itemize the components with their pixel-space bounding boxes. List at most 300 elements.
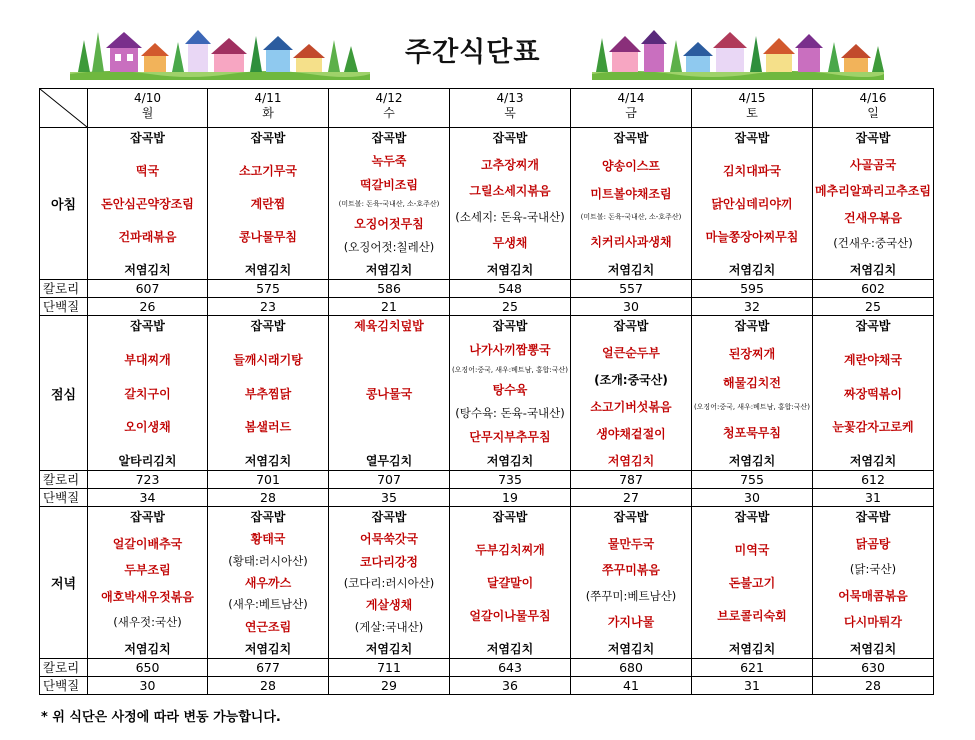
calorie-value: 723 [88,471,208,489]
menu-line [330,199,448,209]
menu-item: 콩나물무침 [239,230,297,244]
menu-item: 저염김치 [849,641,897,656]
menu-item: 떡국 [135,164,160,178]
menu-item: 새우까스 [244,575,292,590]
menu-line [693,508,811,525]
menu-item: 저염김치 [486,642,534,656]
menu-line [330,553,448,570]
menu-line [451,182,569,199]
menu-items [693,508,811,657]
menu-line [89,351,206,368]
day-date: 4/15 [738,91,766,105]
menu-item: (탕수육: 돈육-국내산) [455,406,565,421]
menu-line [814,640,932,657]
menu-item: 메추리알꽈리고추조림 [815,184,931,199]
protein-value: 23 [208,298,329,316]
menu-items [572,129,690,278]
menu-line [814,209,932,226]
menu-line [209,385,327,402]
menu-item: 고추장찌개 [481,157,539,172]
menu-item: 잡곡밥 [130,510,165,524]
menu-cell [571,316,692,471]
menu-line [451,428,569,445]
menu-items [209,508,327,657]
protein-value: 25 [450,298,571,316]
calorie-value: 711 [329,659,450,677]
menu-cell [450,507,571,659]
menu-line [451,341,569,358]
menu-line [330,152,448,169]
day-name: 금 [625,106,637,120]
menu-item: 무생채 [492,236,528,251]
menu-item: 저염김치 [365,262,413,277]
protein-value: 31 [692,677,813,695]
menu-line [330,530,448,547]
menu-cell [813,316,934,471]
calorie-value: 755 [692,471,813,489]
menu-line [572,212,690,222]
calorie-value: 621 [692,659,813,677]
menu-line [330,452,448,469]
menu-line [330,317,448,334]
menu-items [330,508,448,657]
calorie-row [40,280,934,298]
menu-item: 황태국 [250,532,286,547]
menu-item: 저염김치 [244,263,292,277]
day-name: 토 [746,106,758,120]
menu-item: 돈안심곤약장조림 [101,197,194,211]
meal-label: 점심 [40,316,88,471]
menu-item: 두부조림 [124,563,171,578]
menu-item: 달걀말이 [486,576,534,590]
menu-item: 잡곡밥 [734,510,770,524]
menu-line [572,613,690,630]
menu-item: 어묵매콤볶음 [838,588,908,603]
menu-item: 오징어젓무침 [354,217,424,232]
protein-value: 28 [813,677,934,695]
menu-line [209,574,327,591]
menu-item: 잡곡밥 [492,319,528,333]
menu-item: (오징어젓:칠레산) [343,239,435,254]
calorie-value: 680 [571,659,692,677]
menu-line [572,185,690,202]
menu-item: 저염김치 [728,642,776,656]
day-header [571,89,692,128]
menu-line [89,614,206,630]
menu-items [814,317,932,469]
menu-line [572,588,690,604]
day-date: 4/13 [496,91,524,105]
menu-item: 애호박새우젓볶음 [101,589,194,604]
menu-items [209,129,327,278]
menu-item: 저염김치 [365,641,413,656]
menu-cell [208,316,329,471]
meal-row [40,507,934,659]
menu-item: 저염김치 [849,262,897,277]
menu-line [572,561,690,578]
menu-line [451,574,569,591]
menu-line [693,195,811,212]
menu-item: 계란찜 [250,197,286,211]
menu-line [209,452,327,469]
day-name: 일 [867,106,879,120]
menu-item: 저염김치 [849,454,897,468]
menu-item: 브로콜리숙회 [717,609,787,623]
menu-line [451,452,569,469]
protein-label: 단백질 [40,677,88,695]
menu-line [89,508,206,525]
menu-item: 그릴소세지볶음 [469,184,551,199]
menu-item: 떡갈비조림 [360,177,418,192]
menu-line [451,234,569,251]
menu-cell [692,507,813,659]
menu-line [572,261,690,278]
calorie-value: 630 [813,659,934,677]
menu-line [693,228,811,245]
menu-line [451,405,569,421]
village-illustration-left [70,28,370,80]
menu-items [814,508,932,657]
menu-cell [571,507,692,659]
menu-line [572,535,690,552]
menu-items [330,129,448,278]
menu-item: 얼갈이나물무침 [469,609,551,623]
menu-line [330,640,448,657]
menu-item: 제육김치덮밥 [354,319,424,333]
calorie-value: 586 [329,280,450,298]
calorie-value: 612 [813,471,934,489]
protein-value: 36 [450,677,571,695]
menu-line [89,261,206,278]
menu-cell [450,316,571,471]
calorie-value: 602 [813,280,934,298]
menu-item: 쭈꾸미볶음 [602,563,660,578]
menu-item: (새우:베트남산) [228,597,308,612]
menu-line [89,418,206,435]
protein-value: 26 [88,298,208,316]
menu-item: 두부김치찌개 [475,543,545,557]
menu-line [89,129,206,146]
menu-line [330,239,448,255]
menu-item: (새우젓:국산) [113,615,182,630]
menu-item: 잡곡밥 [855,131,891,145]
calorie-value: 643 [450,659,571,677]
menu-item: 잡곡밥 [613,510,649,524]
menu-item: (오징어:중국, 새우:베트남, 홍합:국산) [451,365,569,374]
protein-value: 29 [329,677,450,695]
menu-item: 잡곡밥 [130,131,165,145]
protein-label: 단백질 [40,489,88,507]
protein-row [40,677,934,695]
menu-item: 저염김치 [607,641,655,656]
weekly-menu-table [39,88,934,695]
menu-item: 열무김치 [365,454,413,468]
header-row [40,89,934,128]
menu-item: 건파래볶음 [118,230,177,244]
calorie-value: 787 [571,471,692,489]
menu-item: 저염김치 [607,262,655,277]
menu-cell [208,128,329,280]
menu-item: 양송이스프 [602,158,660,173]
protein-value: 27 [571,489,692,507]
menu-line [209,640,327,657]
menu-item: 오이생채 [124,420,171,435]
menu-item: 저염김치 [486,262,534,277]
menu-line [209,508,327,525]
menu-line [814,418,932,435]
day-date: 4/16 [859,91,887,105]
menu-cell [692,128,813,280]
menu-line [572,157,690,174]
menu-line [572,344,690,361]
menu-item: 소고기버섯볶음 [590,400,672,414]
menu-item: 잡곡밥 [250,510,286,524]
menu-line [89,588,206,605]
menu-item: 봄샐러드 [244,420,292,435]
menu-item: 계란야채국 [844,352,902,367]
menu-item: 마늘쫑장아찌무침 [705,230,799,244]
calorie-value: 650 [88,659,208,677]
protein-value: 21 [329,298,450,316]
menu-item: 미역국 [734,543,770,557]
calorie-label: 칼로리 [40,280,88,298]
menu-line [693,574,811,591]
menu-cell [88,316,208,471]
menu-line [330,596,448,613]
menu-line [451,381,569,398]
menu-cell [88,507,208,659]
menu-line [572,317,690,334]
menu-item: 물만두국 [607,536,655,551]
menu-line [209,351,327,368]
protein-label: 단백질 [40,298,88,316]
menu-item: 잡곡밥 [130,319,165,333]
menu-item: 미트볼야채조림 [590,186,672,201]
menu-item: 갈치구이 [124,386,171,401]
calorie-value: 735 [450,471,571,489]
menu-cell [329,128,450,280]
menu-line [209,530,327,547]
menu-items [572,317,690,469]
menu-line [693,541,811,558]
menu-item: 게살생채 [365,598,413,613]
menu-line [451,129,569,146]
menu-item: 코다리강정 [360,554,418,569]
menu-line [209,129,327,146]
day-date: 4/10 [134,91,161,105]
menu-line [693,345,811,362]
menu-cell [208,507,329,659]
menu-item: 생야채겉절이 [596,427,666,441]
menu-item: 된장찌개 [728,347,776,362]
menu-item: (소세지: 돈육-국내산) [455,209,565,224]
menu-items [451,317,569,469]
menu-line [814,535,932,552]
protein-value: 25 [813,298,934,316]
menu-line [209,228,327,245]
menu-line [330,619,448,635]
menu-item: 잡곡밥 [734,319,770,333]
protein-value: 31 [813,489,934,507]
menu-cell [88,128,208,280]
menu-item: (게살:국내산) [354,619,424,634]
footnote: * 위 식단은 사정에 따라 변동 가능합니다. [41,710,281,725]
menu-item: (코다리:러시아산) [343,575,435,590]
day-header [208,89,329,128]
menu-line [693,424,811,441]
menu-item: 잡곡밥 [492,131,528,145]
meal-label: 아침 [40,128,88,280]
menu-item: 잡곡밥 [250,319,286,333]
menu-item: 저염김치 [244,641,292,656]
menu-line [693,162,811,179]
menu-line [451,640,569,657]
menu-cell [571,128,692,280]
menu-line [451,508,569,525]
menu-item: 소고기무국 [239,164,297,178]
meal-label: 저녁 [40,507,88,659]
calorie-value: 707 [329,471,450,489]
protein-value: 30 [571,298,692,316]
menu-line [330,215,448,232]
menu-line [814,156,932,173]
meal-row [40,316,934,471]
menu-line [89,561,206,578]
menu-item: 알타리김치 [118,454,177,468]
menu-line [209,553,327,569]
calorie-value: 548 [450,280,571,298]
diagonal-line [40,89,87,127]
menu-line [451,365,569,375]
menu-line [89,535,206,552]
calorie-value: 677 [208,659,329,677]
menu-item: 저염김치 [486,453,534,468]
day-name: 화 [262,106,274,120]
menu-line [209,596,327,612]
day-header [450,89,571,128]
menu-items [693,317,811,469]
menu-item: 잡곡밥 [734,131,770,145]
menu-item: 녹두죽 [371,154,407,169]
menu-items [693,129,811,278]
protein-value: 30 [88,677,208,695]
menu-line [814,261,932,278]
menu-item: 닭곰탕 [855,536,891,551]
day-header [692,89,813,128]
menu-item: 단무지부추무침 [469,430,551,445]
menu-item: 다시마튀각 [844,615,902,630]
protein-value: 30 [692,489,813,507]
day-header [88,89,208,128]
menu-line [209,317,327,334]
menu-line [693,261,811,278]
menu-line [89,452,206,469]
menu-item: 부추찜닭 [244,386,292,401]
menu-line [89,317,206,334]
menu-line [814,129,932,146]
calorie-value: 575 [208,280,329,298]
menu-item: (오징어:중국, 새우:베트남, 홍합:국산) [693,403,811,412]
menu-line [209,418,327,435]
menu-item: (쭈꾸미:베트남산) [585,588,677,603]
menu-line [209,618,327,635]
menu-item: 김치대파국 [723,164,781,178]
day-date: 4/14 [617,91,645,105]
day-name: 월 [141,106,154,120]
menu-item: 해물김치전 [723,375,781,390]
calorie-value: 701 [208,471,329,489]
menu-line [330,508,448,525]
calorie-value: 607 [88,280,208,298]
menu-line [451,209,569,225]
menu-line [330,129,448,146]
page-title: 주간식단표 [405,37,541,68]
day-header [329,89,450,128]
menu-item: (미트볼: 돈육-국내산, 소-호주산) [338,199,440,208]
menu-line [814,351,932,368]
menu-items [451,129,569,278]
menu-line [814,317,932,334]
menu-line [814,508,932,525]
menu-line [693,607,811,624]
menu-item: (닭:국산) [849,562,897,577]
day-date: 4/11 [254,91,282,105]
menu-line [89,640,206,657]
menu-line [330,176,448,193]
menu-items [89,129,206,278]
menu-items [814,129,932,278]
menu-item: (황태:러시아산) [228,553,308,568]
protein-value: 19 [450,489,571,507]
menu-line [693,452,811,469]
header [0,0,975,88]
village-illustration-right [592,28,884,80]
menu-line [330,261,448,278]
menu-item: 저염김치 [728,453,776,468]
protein-value: 34 [88,489,208,507]
menu-item: 잡곡밥 [371,510,407,524]
calorie-label: 칼로리 [40,471,88,489]
menu-line [209,261,327,278]
menu-item: 치커리사과생채 [590,235,672,250]
menu-cell [329,507,450,659]
menu-line [451,317,569,334]
calorie-value: 595 [692,280,813,298]
menu-items [330,317,448,469]
menu-line [693,402,811,412]
menu-item: 저염김치 [124,641,171,656]
menu-line [330,385,448,402]
menu-cell [813,128,934,280]
menu-line [572,233,690,250]
menu-item: 잡곡밥 [855,319,891,333]
menu-item: 나가사끼짬뽕국 [469,342,551,357]
menu-item: 저염김치 [607,454,655,468]
menu-item: 어묵쑥갓국 [360,532,418,547]
menu-items [451,508,569,657]
menu-item: 콩나물국 [365,386,413,401]
menu-line [451,156,569,173]
menu-line [814,613,932,630]
menu-line [572,398,690,415]
protein-value: 28 [208,677,329,695]
menu-cell [692,316,813,471]
menu-line [209,195,327,212]
menu-item: (미트볼: 돈육-국내산, 소-호주산) [580,213,682,222]
menu-line [814,182,932,199]
menu-item: 눈꽃감자고로케 [832,420,914,435]
menu-item: 가지나물 [607,615,655,630]
